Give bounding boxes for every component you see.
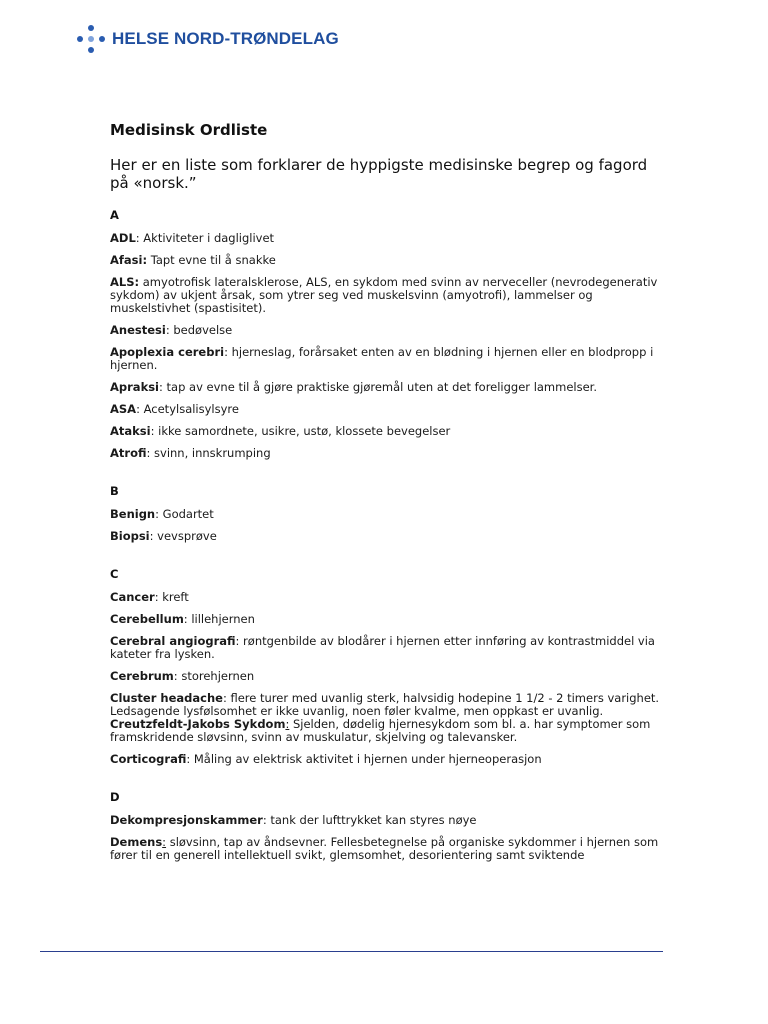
page-title: Medisinsk Ordliste: [110, 121, 268, 139]
entry-definition: røntgenbilde av blodårer i hjernen etter innføring av kontrastmiddel via kateter fra lysken.: [110, 634, 655, 661]
section-letter: B: [110, 484, 119, 498]
entry-definition: bedøvelse: [169, 323, 233, 337]
entry-sep: :: [155, 507, 159, 521]
entry-term: ALS:: [110, 275, 140, 289]
glossary-entry: [110, 447, 662, 460]
glossary-entry: [110, 530, 662, 543]
logo-text: HELSE NORD-TRØNDELAG: [112, 29, 339, 48]
glossary-entry: [110, 425, 662, 438]
entry-sep: :: [150, 424, 155, 438]
entry-sep: :: [262, 813, 267, 827]
entry-definition: Sjelden, dødelig hjernesykdom som bl. a. har symptomer som framskridende sløvsinn, svinn av muskulatur, skjelving og talevansker.: [110, 717, 651, 744]
entry-term: Apraksi: [110, 380, 159, 394]
entry-sep: :: [235, 634, 240, 648]
glossary-entry: [110, 591, 662, 604]
section-letter: D: [110, 790, 120, 804]
entry-term: Creutzfeldt-Jakobs Sykdom: [110, 717, 286, 731]
entry-sep: :: [146, 446, 151, 460]
entry-term: Demens: [110, 835, 163, 849]
entry-definition: amyotrofisk lateralsklerose, ALS, en sykdom med svinn av nerveceller (nevrodegenerativ sykdom) av ukjent årsak, som ytrer seg ved muskelsvinn (amyotrofi), lammelser og muskelstivhet (spastisitet).: [110, 275, 658, 315]
entry-definition: hjerneslag, forårsaket enten av en blødning i hjernen eller en blodpropp i hjernen.: [110, 345, 654, 372]
entry-term: Corticografi: [110, 752, 187, 766]
entry-term: Cluster headache: [110, 691, 223, 705]
intro-text: Her er en liste som forklarer de hyppigste medisinske begrep og fagord på «norsk.”: [110, 156, 648, 192]
entry-term: Benign: [110, 507, 156, 521]
entry-sep: :: [165, 323, 170, 337]
entry-sep: :: [183, 612, 188, 626]
entry-sep: :: [224, 345, 228, 359]
entry-definition: Tapt evne til å snakke: [147, 253, 276, 267]
entry-term: Afasi:: [110, 253, 148, 267]
section-letter: A: [110, 208, 119, 222]
entry-term: Cerebellum: [110, 612, 184, 626]
entry-term: Biopsi: [110, 529, 150, 543]
entry-sep: :: [135, 231, 140, 245]
entry-definition: ikke samordnete, usikre, ustø, klossete bevegelser: [154, 424, 451, 438]
entry-term: ADL: [110, 231, 136, 245]
document-body: [110, 121, 662, 886]
entry-sep: :: [285, 717, 290, 731]
entry-sep: :: [159, 380, 163, 394]
entry-definition: vevsprøve: [153, 529, 217, 543]
entry-sep: :: [222, 691, 227, 705]
entry-sep: :: [136, 402, 140, 416]
glossary-entry: [110, 403, 662, 416]
entry-definition: kreft: [158, 590, 189, 604]
entry-definition: Godartet: [159, 507, 214, 521]
glossary-entry: [110, 814, 662, 827]
entry-definition: sløvsinn, tap av åndsevner. Fellesbetegnelse på organiske sykdommer i hjernen som fører til en generell intellektuell svikt, glemsomhet, desorientering samt sviktende: [110, 835, 659, 862]
entry-definition: Måling av elektrisk aktivitet i hjernen under hjerneoperasjon: [190, 752, 542, 766]
glossary-entry: [110, 346, 662, 372]
glossary-entry: [110, 276, 662, 315]
glossary-entry: [110, 692, 662, 718]
entry-definition: lillehjernen: [187, 612, 255, 626]
glossary-entry: [110, 508, 662, 521]
entry-definition: storehjernen: [177, 669, 255, 683]
entry-term: Cancer: [110, 590, 155, 604]
entry-definition: Acetylsalisylsyre: [139, 402, 239, 416]
glossary-entry: [110, 254, 662, 267]
entry-sep: :: [186, 752, 191, 766]
entry-sep: :: [149, 529, 154, 543]
entry-term: Atrofi: [110, 446, 147, 460]
glossary-entry: [110, 670, 662, 683]
section-c: [110, 567, 662, 766]
entry-term: Cerebral angiografi: [110, 634, 236, 648]
glossary-entry: [110, 635, 662, 661]
entry-term: Anestesi: [110, 323, 166, 337]
entry-definition: svinn, innskrumping: [150, 446, 271, 460]
glossary-entry: [110, 753, 662, 766]
entry-term: Cerebrum: [110, 669, 174, 683]
entry-definition: Aktiviteter i dagliglivet: [139, 231, 275, 245]
footer-divider: [40, 951, 663, 952]
section-d: [110, 790, 662, 862]
entry-definition: tank der lufttrykket kan styres nøye: [266, 813, 477, 827]
entry-term: Dekompresjonskammer: [110, 813, 263, 827]
section-letter: C: [110, 567, 119, 581]
entry-sep: :: [154, 590, 159, 604]
entry-term: Ataksi: [110, 424, 151, 438]
glossary-entry: [110, 232, 662, 245]
entry-sep: :: [162, 835, 167, 849]
glossary-entry: [110, 836, 662, 862]
section-a: [110, 208, 662, 460]
entry-term: Apoplexia cerebri: [110, 345, 225, 359]
entry-term: ASA: [110, 402, 137, 416]
entry-definition: flere turer med uvanlig sterk, halvsidig hodepine 1 1/2 - 2 timers varighet. Ledsagende lysfølsomhet er ikke uvanlig, noen føler kvalme, men oppkast er uvanlig.: [110, 691, 660, 718]
glossary-entry: [110, 718, 662, 744]
logo-dots-icon: [77, 25, 105, 53]
header-logo: [77, 25, 339, 53]
glossary-entry: [110, 324, 662, 337]
section-b: [110, 484, 662, 543]
entry-sep: :: [173, 669, 178, 683]
glossary-entry: [110, 613, 662, 626]
entry-definition: tap av evne til å gjøre praktiske gjøremål uten at det foreligger lammelser.: [162, 380, 597, 394]
glossary-entry: [110, 381, 662, 394]
